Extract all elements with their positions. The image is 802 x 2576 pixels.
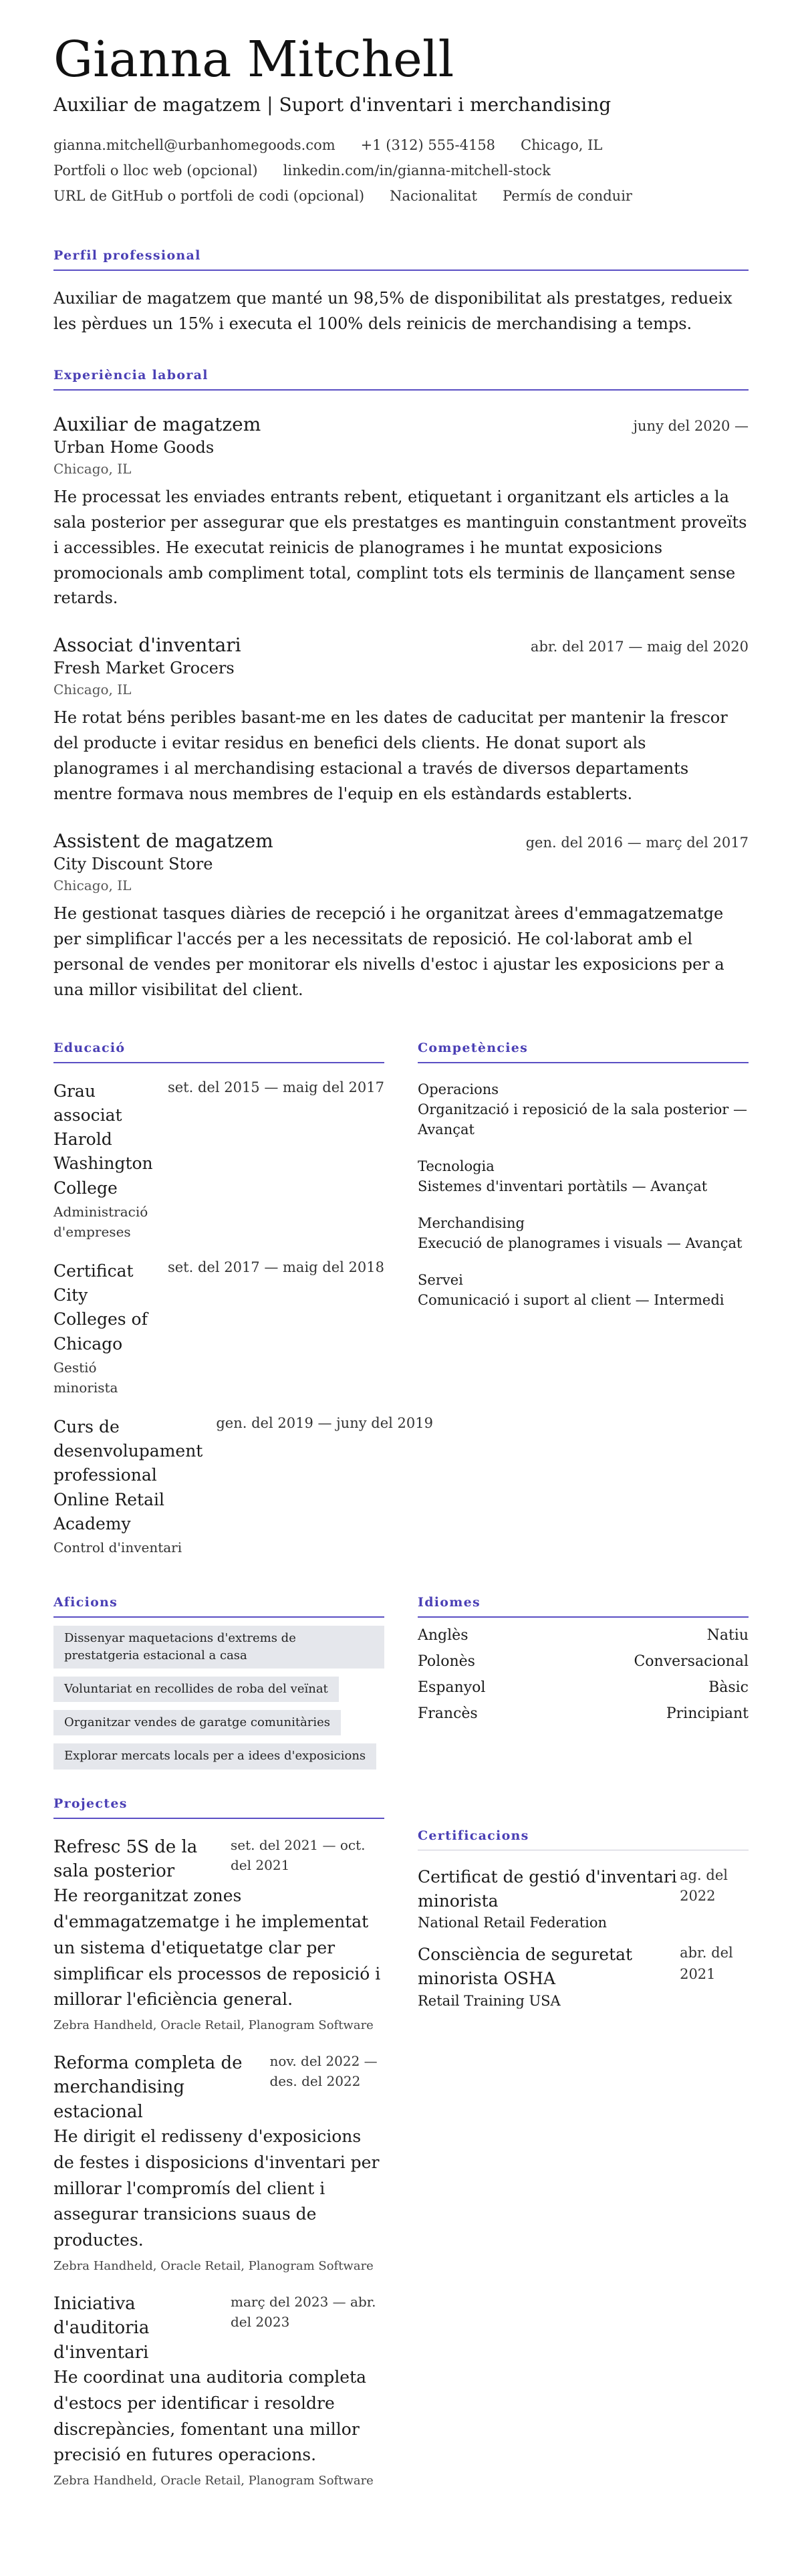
skills-section — [418, 1041, 749, 1558]
project-tech: Zebra Handheld, Oracle Retail, Planogram Software — [53, 2474, 374, 2488]
github-link[interactable]: URL de GitHub o portfoli de codi (opcional) — [53, 188, 365, 204]
skill-detail: Comunicació i suport al client — Intermedi — [418, 1292, 724, 1309]
project-tech: Zebra Handheld, Oracle Retail, Planogram Software — [53, 2258, 374, 2273]
summary-title: Perfil professional — [53, 248, 749, 271]
skill-entry — [418, 1270, 749, 1311]
project-date: nov. del 2022 — des. del 2022 — [269, 2053, 378, 2090]
skill-category: Tecnologia — [418, 1158, 495, 1174]
portfolio-link[interactable]: Portfoli o lloc web (opcional) — [53, 163, 258, 179]
project-description: He coordinat una auditoria completa d'estocs per identificar i resoldre discrepàncies, fomentant una millor precisió en futures operacions. — [53, 2367, 367, 2465]
skill-entry — [418, 1156, 749, 1197]
education-field: Control d'inventari — [53, 1539, 182, 1556]
location: Chicago, IL — [521, 137, 603, 153]
job-date: gen. del 2016 — març del 2017 — [525, 834, 749, 851]
hobbies-title: Aficions — [53, 1595, 384, 1618]
summary-text: Auxiliar de magatzem que manté un 98,5% de disponibilitat als prestatges, redueix les pèrdues un 15% i executa el 100% dels reinicis de merchandising a temps. — [53, 289, 732, 334]
phone: +1 (312) 555-4158 — [360, 137, 496, 153]
certifications-section — [418, 1796, 749, 2488]
skill-detail: Sistemes d'inventari portàtils — Avançat — [418, 1178, 708, 1195]
language-row — [418, 1627, 749, 1644]
certification-issuer: National Retail Federation — [418, 1915, 608, 1931]
job-title: Auxiliar de magatzem — [53, 413, 261, 435]
skill-detail: Execució de planogrames i visuals — Avançat — [418, 1235, 743, 1252]
certification-date: ag. del 2022 — [680, 1866, 728, 1905]
language-level: Conversacional — [634, 1653, 749, 1671]
project-entry — [53, 2051, 384, 2273]
education-degree: Certificat City Colleges of Chicago — [53, 1261, 148, 1354]
education-date: gen. del 2019 — juny del 2019 — [216, 1414, 433, 1431]
skill-detail: Organització i reposició de la sala posterior — Avançat — [418, 1101, 748, 1138]
hobby-chip: Explorar mercats locals per a idees d'exposicions — [53, 1743, 376, 1769]
job-title: Assistent de magatzem — [53, 829, 273, 852]
education-date: set. del 2017 — maig del 2018 — [167, 1259, 384, 1275]
experience-title: Experiència laboral — [53, 368, 749, 391]
language-level: Bàsic — [708, 1679, 749, 1697]
education-degree: Grau associat Harold Washington College — [53, 1081, 153, 1198]
education-entry — [53, 1414, 433, 1558]
education-field: Administració d'empreses — [53, 1203, 148, 1240]
language-row — [418, 1705, 749, 1722]
job-date: juny del 2020 — — [633, 417, 749, 434]
language-row — [418, 1653, 749, 1670]
certifications-title: Certificacions — [418, 1828, 749, 1850]
job-location: Chicago, IL — [53, 877, 132, 893]
skill-entry — [418, 1213, 749, 1254]
project-title: Refresc 5S de la sala posterior — [53, 1836, 198, 1881]
project-tech: Zebra Handheld, Oracle Retail, Planogram Software — [53, 2018, 374, 2033]
linkedin-link[interactable]: linkedin.com/in/gianna-mitchell-stock — [283, 163, 551, 179]
certification-entry — [418, 1865, 749, 1931]
project-date: set. del 2021 — oct. del 2021 — [231, 1836, 366, 1873]
language-level: Natiu — [706, 1627, 749, 1644]
skill-category: Operacions — [418, 1081, 499, 1097]
job-company: Fresh Market Grocers — [53, 659, 235, 678]
job-description: He processat les enviades entrants rebent, etiquetant i organitzant els articles a la sala posterior per assegurar que els prestatges es mantinguin constantment proveïts i accessibles. He executat reinicis de planogrames i he muntat exposicions promocionals amb compliment total, complint tots els terminis de llançament sense retards. — [53, 487, 747, 608]
language-name: Espanyol — [418, 1679, 486, 1697]
summary-section — [53, 248, 749, 337]
project-description: He dirigit el redisseny d'exposicions de festes i disposicions d'inventari per millorar l'compromís del client i assegurar transicions suaus de productes. — [53, 2127, 380, 2250]
hobbies-section — [53, 1595, 384, 1769]
project-title: Iniciativa d'auditoria d'inventari — [53, 2293, 150, 2363]
hobbies-languages-row — [53, 1595, 749, 1769]
job-company: City Discount Store — [53, 854, 213, 873]
certification-name: Certificat de gestió d'inventari minorista — [418, 1866, 677, 1911]
project-description: He reorganitzat zones d'emmagatzematge i he implementat un sistema d'etiquetatge clar per simplificar els processos de reposició i millorar l'eficiència general. — [53, 1886, 381, 2010]
nationality: Nacionalitat — [390, 188, 478, 204]
projects-section — [53, 1796, 384, 2488]
email-link[interactable]: gianna.mitchell@urbanhomegoods.com — [53, 137, 336, 153]
certification-name: Consciència de seguretat minorista OSHA — [418, 1945, 633, 1989]
certification-date: abr. del 2021 — [680, 1945, 733, 1982]
job-description: He gestionat tasques diàries de recepció i he organitzat àrees d'emmagatzematge per simplificar l'accés per a les necessitats de reposició. He col·laborat amb el personal de vendes per monitorar els nivells d'estoc i ajustar les exposicions per a una millor visibilitat del client. — [53, 903, 724, 999]
education-section — [53, 1040, 433, 1558]
hobby-chip: Organitzar vendes de garatge comunitàries — [53, 1710, 341, 1735]
education-title: Educació — [53, 1041, 384, 1063]
skill-category: Merchandising — [418, 1214, 525, 1231]
job-title: Associat d'inventari — [53, 634, 241, 657]
job-date: abr. del 2017 — maig del 2020 — [530, 639, 749, 655]
language-name: Polonès — [418, 1653, 475, 1671]
education-date: set. del 2015 — maig del 2017 — [167, 1079, 384, 1095]
candidate-name: Gianna Mitchell — [53, 31, 454, 88]
project-entry — [53, 1835, 384, 2033]
job-location: Chicago, IL — [53, 681, 132, 698]
project-title: Reforma completa de merchandising estacional — [53, 2053, 243, 2122]
language-name: Francès — [418, 1705, 478, 1723]
contact-info — [53, 137, 749, 204]
job-entry — [53, 413, 749, 612]
project-date: març del 2023 — abr. del 2023 — [231, 2293, 376, 2330]
education-field: Gestió minorista — [53, 1359, 118, 1396]
project-entry — [53, 2292, 384, 2488]
education-degree: Curs de desenvolupament professional Online Retail Academy — [53, 1416, 203, 1533]
projects-certifications-row — [53, 1796, 749, 2488]
education-entry — [53, 1259, 384, 1398]
language-level: Principiant — [666, 1705, 749, 1723]
hobby-chip: Dissenyar maquetacions d'extrems de prestatgeria estacional a casa — [53, 1626, 384, 1669]
education-entry — [53, 1079, 384, 1242]
skills-title: Competències — [418, 1041, 749, 1063]
hobby-chip: Voluntariat en recollides de roba del veïnat — [53, 1677, 339, 1702]
job-entry — [53, 830, 749, 1003]
driving-license: Permís de conduir — [503, 188, 632, 204]
experience-section — [53, 368, 749, 1003]
certification-issuer: Retail Training USA — [418, 1992, 561, 2009]
skill-category: Servei — [418, 1271, 463, 1288]
job-description: He rotat béns peribles basant-me en les dates de caducitat per mantenir la frescor del producte i evitar residus en benefici dels clients. He donat suport als planogrames i al merchandising estacional a través de diversos departaments mentre formava nous membres de l'equip en els estàndards establerts. — [53, 708, 728, 804]
job-entry — [53, 634, 749, 807]
headline: Auxiliar de magatzem | Suport d'inventari i merchandising — [53, 94, 612, 116]
language-row — [418, 1679, 749, 1696]
job-location: Chicago, IL — [53, 460, 132, 477]
projects-title: Projectes — [53, 1796, 384, 1819]
language-name: Anglès — [418, 1627, 469, 1644]
languages-section — [418, 1595, 749, 1769]
skill-entry — [418, 1079, 749, 1140]
job-company: Urban Home Goods — [53, 437, 215, 457]
languages-title: Idiomes — [418, 1595, 749, 1618]
certification-entry — [418, 1943, 749, 2009]
education-skills-row — [53, 1041, 749, 1558]
